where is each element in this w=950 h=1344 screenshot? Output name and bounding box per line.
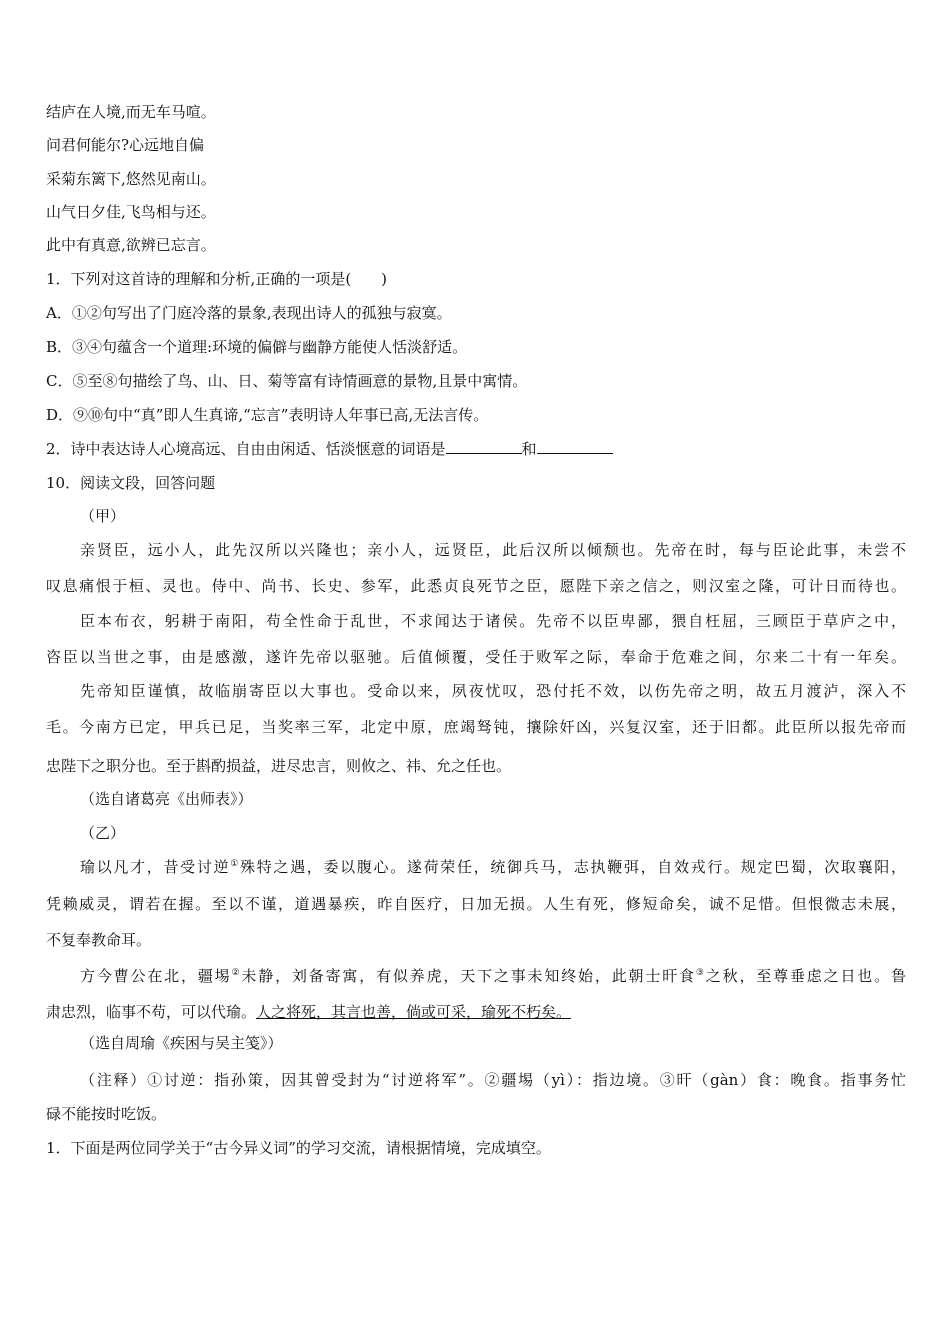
text: 殊特之遇，委以腹心。遂荷荣任，统御兵马，志执鞭弭，自效戎行。规定巴蜀，次取襄阳， [240,858,906,876]
passage-line: 咨臣以当世之事，由是感激，遂许先帝以驱驰。后值倾覆，受任于败军之际，奉命于危难之间，尔来二十有一年矣。 [46,648,906,666]
text: 方今曹公在北，疆埸 [80,967,232,985]
question-10-title: 10．阅读文段，回答问题 [46,474,216,492]
option-c: C．⑤至⑧句描绘了鸟、山、日、菊等富有诗情画意的景物,且景中寓情。 [46,372,528,390]
question-2-text: 2．诗中表达诗人心境高远、自由由闲适、恬淡惬意的词语是 [46,440,446,458]
passage-line [80,966,906,986]
notes-line: （注释）①讨逆：指孙策，因其曾受封为“讨逆将军”。②疆埸（yì）：指边境。③旰（gàn）食：晚食。指事务忙 [80,1071,906,1089]
poem-line: 采菊东篱下,悠然见南山。 [46,170,216,188]
question-1: 1．下列对这首诗的理解和分析,正确的一项是( ) [46,270,388,288]
passage-yi-source: （选自周瑜《疾困与吴主笺》） [80,1034,283,1052]
poem-line: 此中有真意,欲辨已忘言。 [46,236,216,254]
passage-line [46,1002,571,1022]
text: 未静，刘备寄寓，有似养虎，天下之事未知终始，此朝士旰食 [241,967,696,985]
option-b: B．③④句蕴含一个道理:环境的偏僻与幽静方能使人恬淡舒适。 [46,338,468,356]
option-a: A．①②句写出了门庭冷落的景象,表现出诗人的孤独与寂寞。 [46,304,452,322]
passage-line: 臣本布衣，躬耕于南阳，苟全性命于乱世，不求闻达于诸侯。先帝不以臣卑鄙，猥自枉屈，三顾臣于草庐之中， [80,612,906,630]
option-d: D．⑨⑩句中“真”即人生真谛,“忘言”表明诗人年事已高,无法言传。 [46,406,489,424]
answer-blank-1[interactable] [446,439,522,454]
text: 瑜以凡才，昔受讨逆 [80,858,231,876]
footnote-ref: ② [231,968,242,978]
passage-jia-source: （选自诸葛亮《出师表》） [80,790,253,808]
poem-line: 问君何能尔?心远地自偏 [46,136,205,154]
text: 之秋，至尊垂虑之日也。鲁 [705,967,906,985]
footnote-ref: ③ [695,968,706,978]
passage-line: 不复奉教命耳。 [46,931,152,949]
passage-line: 先帝知臣谨慎，故临崩寄臣以大事也。受命以来，夙夜忧叹，恐付托不效，以伤先帝之明，故五月渡泸，深入不 [80,682,906,700]
passage-yi-label: （乙） [80,824,126,842]
poem-line: 结庐在人境,而无车马喧。 [46,103,216,121]
question-2 [46,439,613,459]
notes-line: 碌不能按时吃饭。 [46,1105,167,1123]
text: 肃忠烈，临事不苟，可以代瑜。 [46,1003,257,1021]
underlined-sentence: 人之将死，其言也善，倘或可采，瑜死不朽矣。 [256,1003,572,1021]
and-text: 和 [521,440,537,458]
passage-line: 亲贤臣，远小人，此先汉所以兴隆也；亲小人，远贤臣，此后汉所以倾颓也。先帝在时，每与臣论此事，未尝不 [80,541,906,559]
passage-jia-label: （甲） [80,507,126,525]
question-10-1: 1．下面是两位同学关于“古今异义词”的学习交流，请根据情境，完成填空。 [46,1139,551,1157]
poem-line: 山气日夕佳,飞鸟相与还。 [46,203,216,221]
passage-line: 叹息痛恨于桓、灵也。侍中、尚书、长史、参军，此悉贞良死节之臣，愿陛下亲之信之，则汉室之隆，可计日而待也。 [46,577,906,595]
passage-line: 凭赖威灵，谓若在握。至以不谨，道遇暴疾，昨自医疗，日加无损。人生有死，修短命矣，诚不足惜。但恨微志未展， [46,895,906,913]
passage-line: 忠陛下之职分也。至于斟酌损益，进尽忠言，则攸之、祎、允之任也。 [46,757,512,775]
passage-line [80,857,906,877]
footnote-ref: ① [230,859,240,869]
answer-blank-2[interactable] [537,439,613,454]
passage-line: 毛。今南方已定，甲兵已足，当奖率三军，北定中原，庶竭驽钝，攘除奸凶，兴复汉室，还于旧都。此臣所以报先帝而 [46,718,906,736]
